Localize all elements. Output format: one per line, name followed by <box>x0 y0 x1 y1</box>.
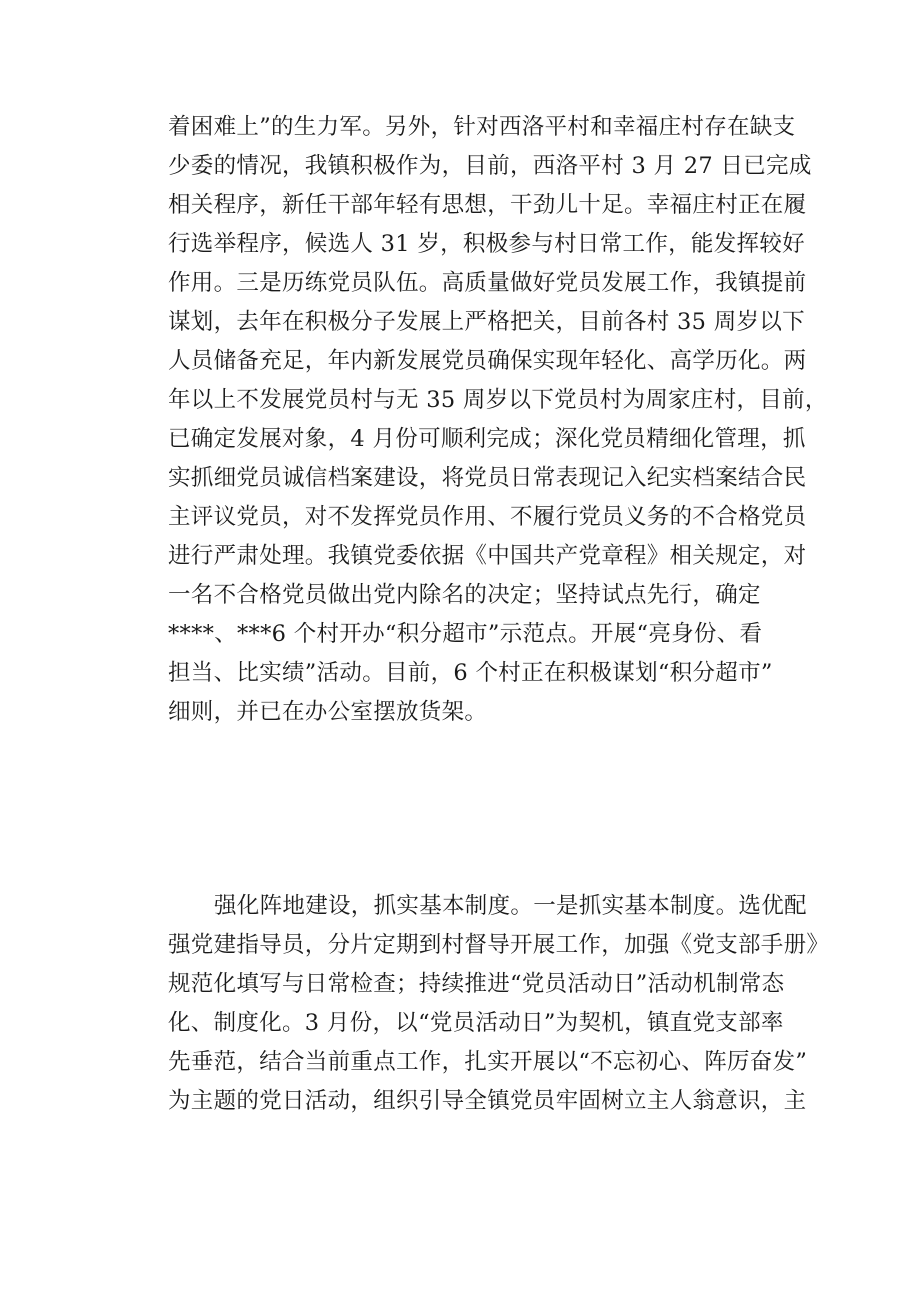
text-line: 着困难上”的生力军。另外，针对西洛平村和幸福庄村存在缺支 <box>168 114 796 140</box>
text-line: 一名不合格党员做出党内除名的决定；坚持试点先行，确定 <box>168 582 761 608</box>
text-line: 化、制度化。3 月份，以“党员活动日”为契机，镇直党支部率 <box>168 1010 784 1036</box>
text-line: 年以上不发展党员村与无 35 周岁以下党员村为周家庄村，目前， <box>168 387 828 413</box>
text-line: 先垂范，结合当前重点工作，扎实开展以“不忘初心、阵厉奋发” <box>168 1049 808 1075</box>
text-line: 细则，并已在办公室摆放货架。 <box>168 699 488 725</box>
text-line: 已确定发展对象，4 月份可顺利完成；深化党员精细化管理，抓 <box>168 426 806 452</box>
text-line: 实抓细党员诚信档案建设，将党员日常表现记入纪实档案结合民 <box>168 465 807 491</box>
paragraph-2 <box>168 887 830 1121</box>
text-line: 强化阵地建设，抓实基本制度。一是抓实基本制度。选优配 <box>214 893 807 919</box>
text-line: 相关程序，新任干部年轻有思想，干劲儿十足。幸福庄村正在履 <box>168 192 807 218</box>
text-line: 为主题的党日活动，组织引导全镇党员牢固树立主人翁意识，主 <box>168 1088 807 1114</box>
text-line: 谋划，去年在积极分子发展上严格把关，目前各村 35 周岁以下 <box>168 309 805 335</box>
text-line: 主评议党员，对不发挥党员作用、不履行党员义务的不合格党员 <box>168 504 807 530</box>
text-line: 担当、比实绩”活动。目前，6 个村正在积极谋划“积分超市” <box>168 660 773 686</box>
text-line: 少委的情况，我镇积极作为，目前，西洛平村 3 月 27 日已完成 <box>168 153 812 179</box>
text-line: 进行严肃处理。我镇党委依据《中国共产党章程》相关规定，对 <box>168 543 807 569</box>
text-line: 人员储备充足，年内新发展党员确保实现年轻化、高学历化。两 <box>168 348 807 374</box>
text-line: ****、***6 个村开办“积分超市”示范点。开展“亮身份、看 <box>168 621 763 647</box>
text-line: 强党建指导员，分片定期到村督导开展工作，加强《党支部手册》 <box>168 932 830 958</box>
text-line: 作用。三是历练党员队伍。高质量做好党员发展工作，我镇提前 <box>168 270 807 296</box>
text-line: 行选举程序，候选人 31 岁，积极参与村日常工作，能发挥较好 <box>168 231 805 257</box>
paragraph-1 <box>168 108 828 732</box>
text-line: 规范化填写与日常检查；持续推进“党员活动日”活动机制常态 <box>168 971 785 997</box>
